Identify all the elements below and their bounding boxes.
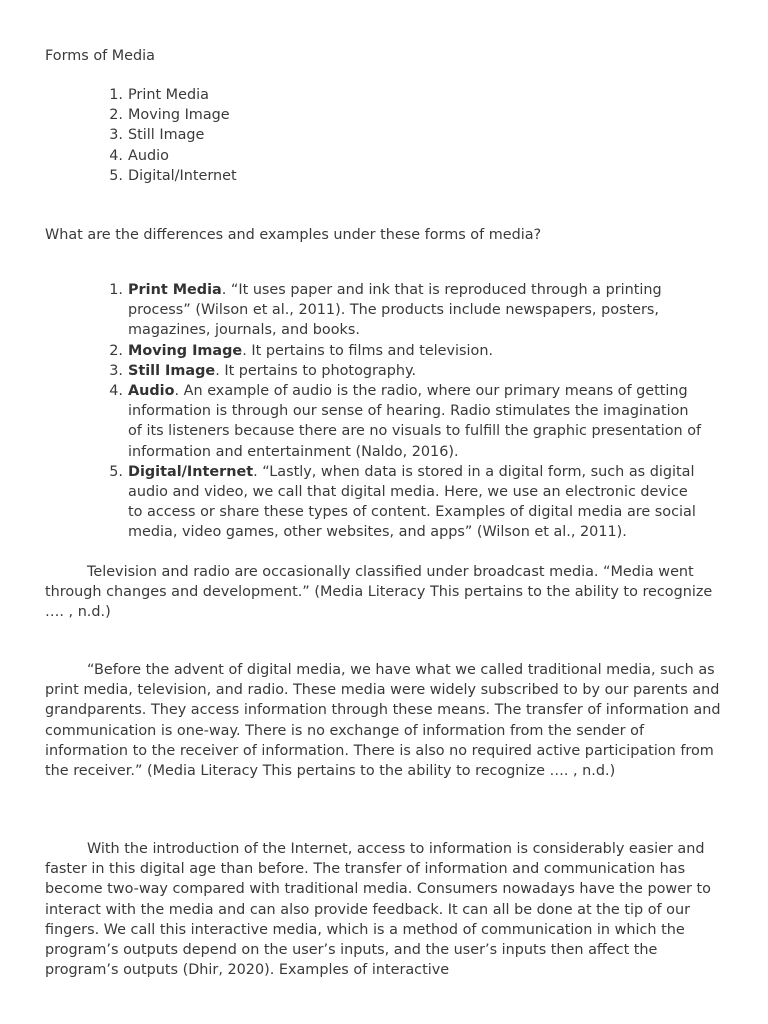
list-item [105, 166, 705, 186]
list-item-label: Audio [128, 147, 169, 164]
forms-of-media-list [105, 85, 705, 186]
list-number: 2. [109, 107, 123, 124]
list-number: 1. [109, 87, 123, 103]
list-item [105, 361, 705, 381]
page-heading: Forms of Media [45, 48, 155, 64]
list-number: 3. [109, 127, 123, 144]
list-item-term: Moving Image [128, 342, 243, 359]
list-item-term: Audio [128, 383, 175, 400]
paragraph-traditional-media: “Before the advent of digital media, we have what we called traditional media, such as print media, television, and radio. These media were widely subscribed to by our parents and grandparents. They access information through these means. The transfer of information and communication is one-way. There is no exchange of information from the sender of information to the receiver of information. There is also no required active participation from the receiver.” (Media Literacy This pertains to the ability to recognize …. , n.d.) [45, 662, 721, 780]
list-item-term: Print Media [128, 282, 222, 298]
list-item-label: Print Media [128, 87, 209, 103]
list-item-text: . “Lastly, when data is stored in a digital form, such as digital audio and video, we call that digital media. Here, we use an electronic device to access or share these types of content. Examples of digital media are social media, video games, other websites, and apps” (Wilson et al., 2011). [128, 463, 696, 541]
list-number: 4. [109, 147, 123, 164]
list-number: 5. [109, 463, 123, 480]
list-number: 3. [109, 362, 123, 379]
list-item-text: . It pertains to photography. [215, 362, 417, 379]
list-item [105, 381, 705, 462]
list-number: 2. [109, 342, 123, 359]
list-item [105, 105, 705, 125]
list-item [105, 341, 705, 361]
list-item-label: Moving Image [128, 107, 230, 124]
list-item [105, 85, 705, 105]
list-number: 1. [109, 282, 123, 298]
list-item-term: Still Image [128, 362, 216, 379]
list-item [105, 125, 705, 145]
list-item-text: . It pertains to films and television. [242, 342, 494, 359]
list-item-label: Still Image [128, 127, 205, 144]
question-text: What are the differences and examples under these forms of media? [45, 227, 542, 243]
list-item-text: . “It uses paper and ink that is reproduced through a printing process” (Wilson et al., 2011). The products include newspapers, posters, magazines, journals, and books. [128, 282, 662, 339]
list-item [105, 462, 705, 543]
list-item-term: Digital/Internet [128, 463, 254, 480]
paragraph-interactive-media: With the introduction of the Internet, access to information is considerably easier and faster in this digital age than before. The transfer of information and communication has become two-way compared with traditional media. Consumers nowadays have the power to interact with the media and can also provide feedback. It can all be done at the tip of our fingers. We call this interactive media, which is a method of communication in which the program’s outputs depend on the user’s inputs, and the user’s inputs then affect the program’s outputs (Dhir, 2020). Examples of interactive [45, 841, 711, 979]
list-item [105, 280, 705, 341]
paragraph-broadcast-media: Television and radio are occasionally classified under broadcast media. “Media went through changes and development.” (Media Literacy This pertains to the ability to recognize …. , n.d.) [45, 564, 713, 621]
list-item-text: . An example of audio is the radio, where our primary means of getting information is through our sense of hearing. Radio stimulates the imagination of its listeners because there are no visuals to fulfill the graphic presentation of information and entertainment (Naldo, 2016). [128, 383, 702, 460]
differences-list [105, 280, 705, 543]
list-item [105, 146, 705, 166]
list-number: 4. [109, 383, 123, 400]
list-number: 5. [109, 167, 123, 184]
list-item-label: Digital/Internet [128, 167, 237, 184]
